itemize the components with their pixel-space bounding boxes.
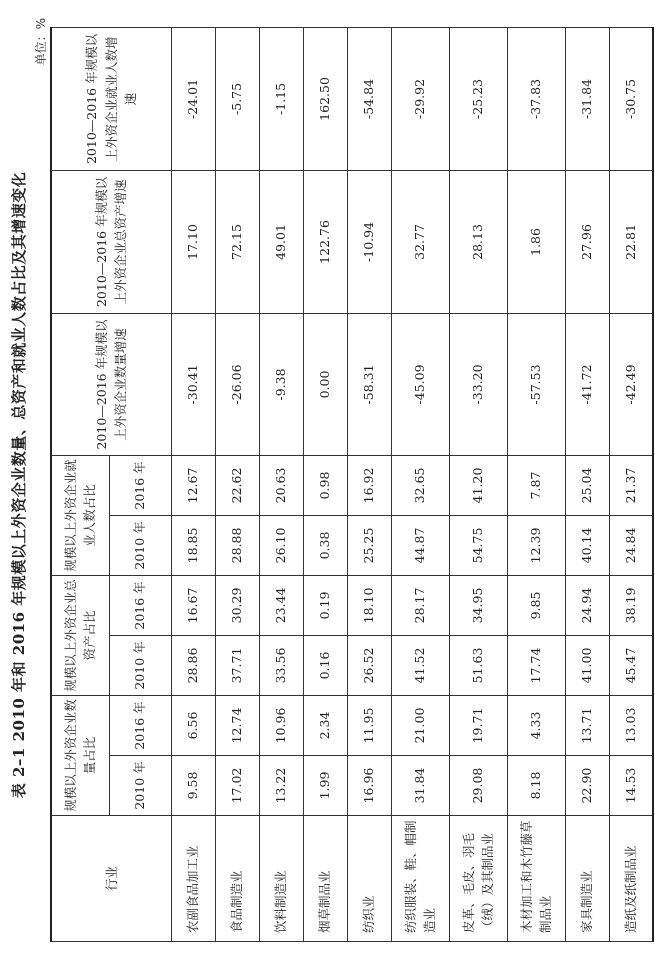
- value-cell-gc: -58.31: [347, 313, 391, 455]
- header-year-2016: 2016 年: [109, 695, 171, 755]
- value-cell-c2016: 2.34: [303, 695, 347, 755]
- value-cell-ga: 27.96: [565, 170, 609, 313]
- value-cell-a2016: 24.94: [565, 575, 609, 635]
- value-cell-a2016: 28.17: [391, 575, 449, 635]
- table-row: [215, 27, 259, 941]
- header-employment-growth: 2010—2016 年规模以上外资企业就业人数增速: [51, 27, 171, 170]
- value-cell-a2010: 26.52: [347, 635, 391, 695]
- value-cell-gc: -33.20: [449, 313, 507, 455]
- value-cell-c2010: 31.84: [391, 756, 449, 816]
- value-cell-gc: -42.49: [609, 313, 653, 455]
- value-cell-e2016: 25.04: [565, 455, 609, 515]
- value-cell-c2010: 8.18: [507, 756, 565, 816]
- table-row: [609, 27, 653, 941]
- value-cell-a2010: 0.16: [303, 635, 347, 695]
- value-cell-c2010: 16.96: [347, 756, 391, 816]
- value-cell-e2010: 25.25: [347, 515, 391, 575]
- value-cell-c2010: 22.90: [565, 756, 609, 816]
- industry-cell: 皮革、毛皮、羽毛（绒）及其制品业: [449, 816, 507, 942]
- value-cell-gc: -30.41: [171, 313, 215, 455]
- value-cell-ga: 32.77: [391, 170, 449, 313]
- table-row: [449, 27, 507, 941]
- data-table: [50, 27, 654, 942]
- value-cell-ge: -5.75: [215, 27, 259, 170]
- value-cell-c2016: 11.95: [347, 695, 391, 755]
- value-cell-a2010: 33.56: [259, 635, 303, 695]
- table-row: [507, 27, 565, 941]
- value-cell-a2016: 30.29: [215, 575, 259, 635]
- value-cell-e2016: 20.63: [259, 455, 303, 515]
- value-cell-c2016: 21.00: [391, 695, 449, 755]
- value-cell-a2016: 18.10: [347, 575, 391, 635]
- industry-cell: 纺织服装、鞋、帽制造业: [391, 816, 449, 942]
- value-cell-ge: 162.50: [303, 27, 347, 170]
- table-title: 表 2–1 2010 年和 2016 年规模以上外资企业数量、总资产和就业人数占比及其增速变化: [10, 171, 28, 799]
- header-assets-share: 规模以上外资企业总资产占比: [51, 575, 109, 695]
- industry-cell: 造纸及纸制品业: [609, 816, 653, 942]
- value-cell-c2010: 9.58: [171, 756, 215, 816]
- industry-cell: 食品制造业: [215, 816, 259, 942]
- value-cell-a2010: 17.74: [507, 635, 565, 695]
- value-cell-ge: -30.75: [609, 27, 653, 170]
- header-industry: 行业: [51, 816, 171, 942]
- value-cell-ge: -1.15: [259, 27, 303, 170]
- value-cell-a2010: 41.52: [391, 635, 449, 695]
- industry-cell: 饮料制造业: [259, 816, 303, 942]
- industry-cell: 农副食品加工业: [171, 816, 215, 942]
- value-cell-c2016: 13.71: [565, 695, 609, 755]
- header-year-2016: 2016 年: [109, 575, 171, 635]
- value-cell-e2010: 54.75: [449, 515, 507, 575]
- table-row: [171, 27, 215, 941]
- table-row: [347, 27, 391, 941]
- value-cell-e2010: 26.10: [259, 515, 303, 575]
- value-cell-a2016: 38.19: [609, 575, 653, 635]
- value-cell-ga: 28.13: [449, 170, 507, 313]
- value-cell-ge: -31.84: [565, 27, 609, 170]
- value-cell-e2016: 32.65: [391, 455, 449, 515]
- industry-cell: 木材加工和木竹藤草制品业: [507, 816, 565, 942]
- value-cell-ga: 122.76: [303, 170, 347, 313]
- value-cell-ge: -29.92: [391, 27, 449, 170]
- value-cell-gc: -26.06: [215, 313, 259, 455]
- value-cell-ga: 49.01: [259, 170, 303, 313]
- value-cell-e2010: 44.87: [391, 515, 449, 575]
- value-cell-ge: -37.83: [507, 27, 565, 170]
- value-cell-a2016: 23.44: [259, 575, 303, 635]
- value-cell-gc: -45.09: [391, 313, 449, 455]
- value-cell-e2010: 40.14: [565, 515, 609, 575]
- value-cell-c2010: 14.53: [609, 756, 653, 816]
- value-cell-c2016: 10.96: [259, 695, 303, 755]
- table-row: [391, 27, 449, 941]
- value-cell-ga: 17.10: [171, 170, 215, 313]
- value-cell-c2010: 17.02: [215, 756, 259, 816]
- value-cell-e2016: 41.20: [449, 455, 507, 515]
- industry-cell: 纺织业: [347, 816, 391, 942]
- value-cell-c2016: 4.33: [507, 695, 565, 755]
- value-cell-gc: 0.00: [303, 313, 347, 455]
- value-cell-ga: 22.81: [609, 170, 653, 313]
- value-cell-c2016: 13.03: [609, 695, 653, 755]
- value-cell-c2010: 13.22: [259, 756, 303, 816]
- value-cell-e2016: 0.98: [303, 455, 347, 515]
- header-year-2010: 2010 年: [109, 515, 171, 575]
- value-cell-gc: -9.38: [259, 313, 303, 455]
- header-count-growth: 2010—2016 年规模以上外资企业数量增速: [51, 313, 171, 455]
- value-cell-e2016: 22.62: [215, 455, 259, 515]
- value-cell-a2010: 45.47: [609, 635, 653, 695]
- value-cell-e2010: 0.38: [303, 515, 347, 575]
- value-cell-ge: -25.23: [449, 27, 507, 170]
- value-cell-ga: 72.15: [215, 170, 259, 313]
- value-cell-c2010: 29.08: [449, 756, 507, 816]
- header-year-2010: 2010 年: [109, 756, 171, 816]
- value-cell-e2016: 12.67: [171, 455, 215, 515]
- value-cell-a2010: 37.71: [215, 635, 259, 695]
- unit-label: 单位：%: [34, 18, 48, 66]
- table-row: [259, 27, 303, 941]
- header-count-share: 规模以上外资企业数量占比: [51, 695, 109, 815]
- header-year-2010: 2010 年: [109, 635, 171, 695]
- header-year-2016: 2016 年: [109, 455, 171, 515]
- value-cell-a2016: 34.95: [449, 575, 507, 635]
- value-cell-gc: -57.53: [507, 313, 565, 455]
- table-row: [303, 27, 347, 941]
- value-cell-a2016: 9.85: [507, 575, 565, 635]
- value-cell-a2010: 28.86: [171, 635, 215, 695]
- value-cell-a2016: 16.67: [171, 575, 215, 635]
- industry-cell: 家具制造业: [565, 816, 609, 942]
- value-cell-ge: -24.01: [171, 27, 215, 170]
- value-cell-c2010: 1.99: [303, 756, 347, 816]
- value-cell-e2010: 18.85: [171, 515, 215, 575]
- value-cell-c2016: 12.74: [215, 695, 259, 755]
- value-cell-ga: 1.86: [507, 170, 565, 313]
- value-cell-e2010: 24.84: [609, 515, 653, 575]
- value-cell-gc: -41.72: [565, 313, 609, 455]
- value-cell-e2016: 21.37: [609, 455, 653, 515]
- value-cell-ga: -10.94: [347, 170, 391, 313]
- value-cell-e2016: 16.92: [347, 455, 391, 515]
- value-cell-e2010: 28.88: [215, 515, 259, 575]
- value-cell-a2016: 0.19: [303, 575, 347, 635]
- value-cell-c2016: 6.56: [171, 695, 215, 755]
- value-cell-a2010: 41.00: [565, 635, 609, 695]
- value-cell-e2010: 12.39: [507, 515, 565, 575]
- header-assets-growth: 2010—2016 年规模以上外资企业总资产增速: [51, 170, 171, 313]
- value-cell-c2016: 19.71: [449, 695, 507, 755]
- table-row: [565, 27, 609, 941]
- value-cell-ge: -54.84: [347, 27, 391, 170]
- header-employment-share: 规模以上外资企业就业人数占比: [51, 455, 109, 575]
- value-cell-e2016: 7.87: [507, 455, 565, 515]
- value-cell-a2010: 51.63: [449, 635, 507, 695]
- industry-cell: 烟草制品业: [303, 816, 347, 942]
